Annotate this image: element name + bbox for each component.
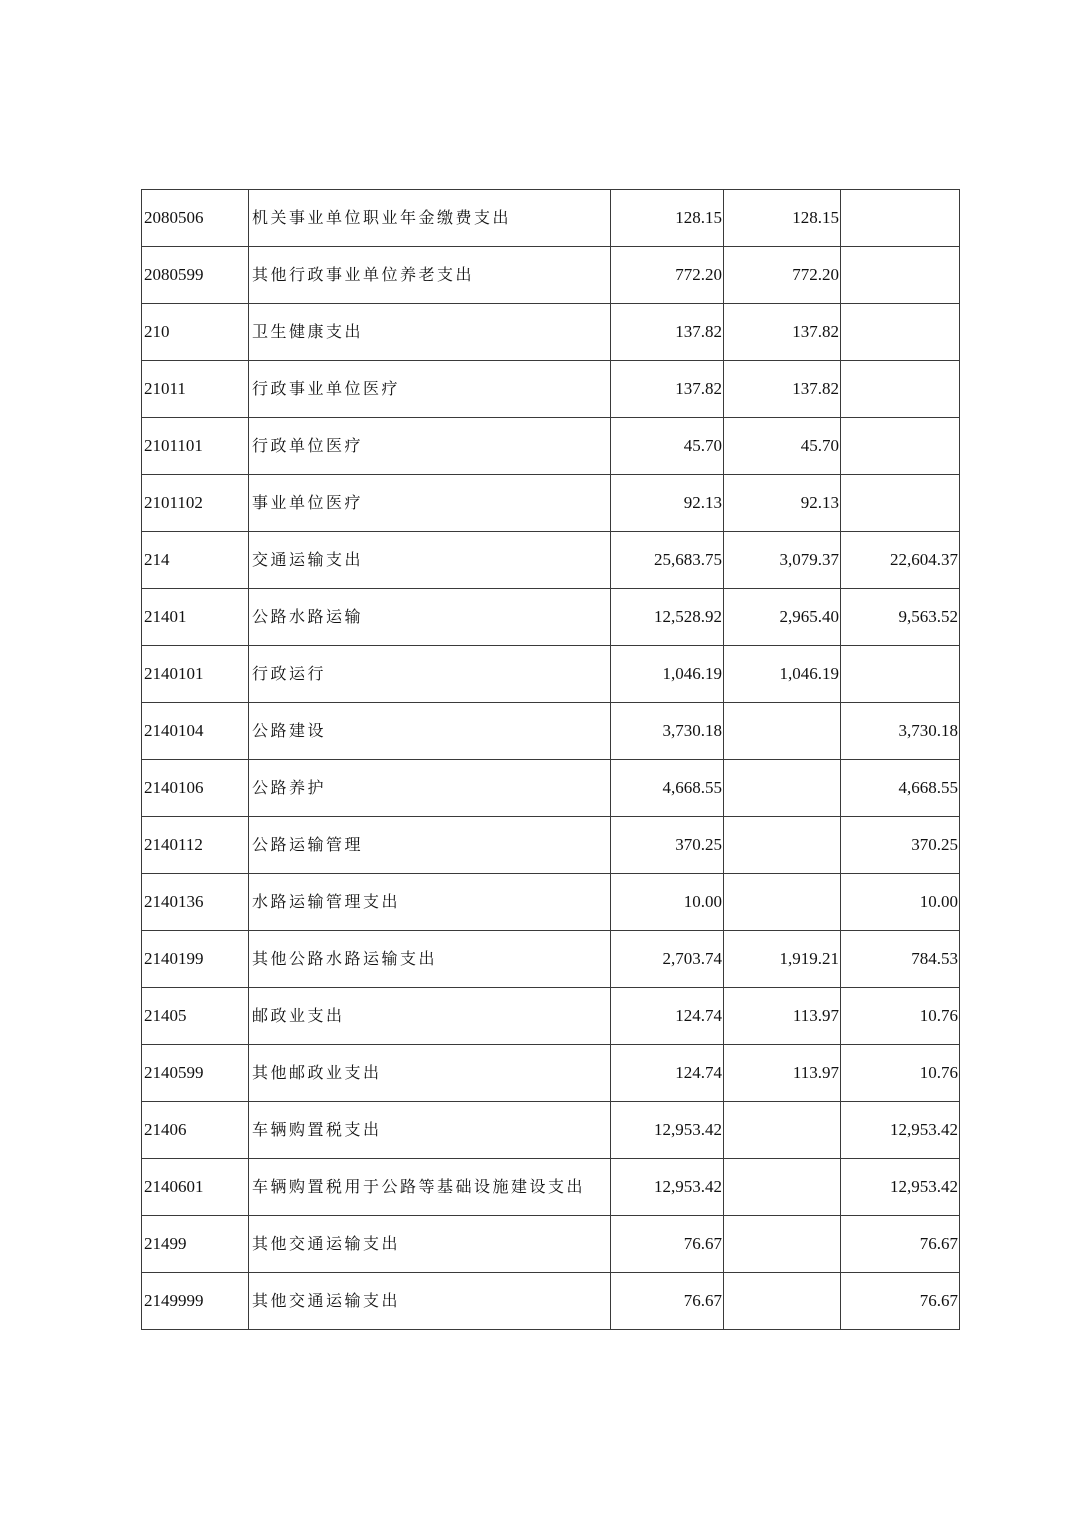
cell-project-amount: 12,953.42: [841, 1159, 960, 1216]
cell-subject-name: 行政运行: [249, 646, 611, 703]
cell-total-amount: 12,953.42: [611, 1159, 724, 1216]
cell-subject-code: 214: [142, 532, 249, 589]
cell-subject-code: 2149999: [142, 1273, 249, 1330]
table-row: [142, 646, 960, 703]
cell-subject-code: 2140112: [142, 817, 249, 874]
cell-basic-amount: 113.97: [724, 988, 841, 1045]
cell-total-amount: 370.25: [611, 817, 724, 874]
cell-basic-amount: [724, 1216, 841, 1273]
cell-total-amount: 25,683.75: [611, 532, 724, 589]
cell-basic-amount: 772.20: [724, 247, 841, 304]
table-row: [142, 1216, 960, 1273]
cell-subject-name: 卫生健康支出: [249, 304, 611, 361]
cell-subject-code: 21406: [142, 1102, 249, 1159]
cell-basic-amount: 137.82: [724, 361, 841, 418]
cell-subject-code: 2140601: [142, 1159, 249, 1216]
cell-total-amount: 76.67: [611, 1216, 724, 1273]
cell-project-amount: [841, 304, 960, 361]
table-row: [142, 931, 960, 988]
cell-subject-name: 交通运输支出: [249, 532, 611, 589]
cell-subject-code: 2101101: [142, 418, 249, 475]
table-row: [142, 361, 960, 418]
cell-basic-amount: 45.70: [724, 418, 841, 475]
table-row: [142, 1273, 960, 1330]
cell-total-amount: 4,668.55: [611, 760, 724, 817]
cell-project-amount: 12,953.42: [841, 1102, 960, 1159]
cell-total-amount: 137.82: [611, 361, 724, 418]
expenditure-table: [141, 189, 960, 1330]
cell-project-amount: 76.67: [841, 1273, 960, 1330]
cell-subject-code: 2140199: [142, 931, 249, 988]
cell-total-amount: 12,953.42: [611, 1102, 724, 1159]
table-row: [142, 532, 960, 589]
cell-subject-code: 2080506: [142, 190, 249, 247]
cell-basic-amount: 1,919.21: [724, 931, 841, 988]
cell-project-amount: 3,730.18: [841, 703, 960, 760]
cell-basic-amount: [724, 703, 841, 760]
cell-basic-amount: 1,046.19: [724, 646, 841, 703]
cell-subject-name: 公路水路运输: [249, 589, 611, 646]
table-row: [142, 817, 960, 874]
cell-basic-amount: 137.82: [724, 304, 841, 361]
cell-project-amount: [841, 361, 960, 418]
cell-subject-name: 其他交通运输支出: [249, 1273, 611, 1330]
table-row: [142, 304, 960, 361]
table-row: [142, 874, 960, 931]
cell-subject-name: 行政单位医疗: [249, 418, 611, 475]
cell-project-amount: 10.00: [841, 874, 960, 931]
cell-project-amount: [841, 190, 960, 247]
cell-basic-amount: [724, 817, 841, 874]
cell-project-amount: [841, 247, 960, 304]
cell-subject-code: 21405: [142, 988, 249, 1045]
cell-subject-name: 车辆购置税用于公路等基础设施建设支出: [249, 1159, 611, 1216]
cell-subject-name: 邮政业支出: [249, 988, 611, 1045]
table-row: [142, 703, 960, 760]
cell-project-amount: 10.76: [841, 988, 960, 1045]
cell-total-amount: 12,528.92: [611, 589, 724, 646]
cell-total-amount: 3,730.18: [611, 703, 724, 760]
cell-subject-name: 其他邮政业支出: [249, 1045, 611, 1102]
cell-project-amount: 4,668.55: [841, 760, 960, 817]
cell-basic-amount: 92.13: [724, 475, 841, 532]
table-row: [142, 418, 960, 475]
cell-subject-code: 2140599: [142, 1045, 249, 1102]
cell-project-amount: [841, 646, 960, 703]
cell-subject-code: 2140106: [142, 760, 249, 817]
cell-project-amount: [841, 418, 960, 475]
cell-subject-code: 21011: [142, 361, 249, 418]
cell-subject-name: 公路运输管理: [249, 817, 611, 874]
cell-subject-code: 2140136: [142, 874, 249, 931]
table-row: [142, 760, 960, 817]
cell-project-amount: 9,563.52: [841, 589, 960, 646]
cell-subject-name: 事业单位医疗: [249, 475, 611, 532]
expenditure-table-body: [142, 190, 960, 1330]
cell-subject-code: 2140104: [142, 703, 249, 760]
cell-subject-code: 2101102: [142, 475, 249, 532]
cell-project-amount: 22,604.37: [841, 532, 960, 589]
table-row: [142, 475, 960, 532]
cell-basic-amount: [724, 1102, 841, 1159]
cell-basic-amount: 3,079.37: [724, 532, 841, 589]
cell-subject-code: 2140101: [142, 646, 249, 703]
cell-basic-amount: 128.15: [724, 190, 841, 247]
cell-basic-amount: [724, 1159, 841, 1216]
table-row: [142, 1159, 960, 1216]
table-row: [142, 1102, 960, 1159]
cell-total-amount: 124.74: [611, 1045, 724, 1102]
cell-subject-name: 行政事业单位医疗: [249, 361, 611, 418]
cell-total-amount: 772.20: [611, 247, 724, 304]
table-row: [142, 589, 960, 646]
table-row: [142, 988, 960, 1045]
cell-subject-name: 公路养护: [249, 760, 611, 817]
cell-basic-amount: [724, 874, 841, 931]
cell-total-amount: 92.13: [611, 475, 724, 532]
cell-total-amount: 2,703.74: [611, 931, 724, 988]
cell-project-amount: 10.76: [841, 1045, 960, 1102]
cell-subject-name: 机关事业单位职业年金缴费支出: [249, 190, 611, 247]
cell-subject-name: 公路建设: [249, 703, 611, 760]
table-row: [142, 190, 960, 247]
cell-project-amount: 370.25: [841, 817, 960, 874]
cell-total-amount: 1,046.19: [611, 646, 724, 703]
cell-subject-name: 其他行政事业单位养老支出: [249, 247, 611, 304]
cell-project-amount: 784.53: [841, 931, 960, 988]
cell-basic-amount: 113.97: [724, 1045, 841, 1102]
cell-subject-name: 水路运输管理支出: [249, 874, 611, 931]
cell-total-amount: 128.15: [611, 190, 724, 247]
cell-total-amount: 10.00: [611, 874, 724, 931]
cell-basic-amount: [724, 760, 841, 817]
cell-subject-code: 2080599: [142, 247, 249, 304]
table-row: [142, 247, 960, 304]
cell-subject-name: 其他公路水路运输支出: [249, 931, 611, 988]
cell-subject-code: 21499: [142, 1216, 249, 1273]
cell-total-amount: 76.67: [611, 1273, 724, 1330]
cell-basic-amount: [724, 1273, 841, 1330]
cell-subject-name: 其他交通运输支出: [249, 1216, 611, 1273]
cell-subject-code: 210: [142, 304, 249, 361]
cell-basic-amount: 2,965.40: [724, 589, 841, 646]
cell-total-amount: 45.70: [611, 418, 724, 475]
cell-project-amount: [841, 475, 960, 532]
cell-project-amount: 76.67: [841, 1216, 960, 1273]
cell-total-amount: 137.82: [611, 304, 724, 361]
cell-total-amount: 124.74: [611, 988, 724, 1045]
cell-subject-name: 车辆购置税支出: [249, 1102, 611, 1159]
cell-subject-code: 21401: [142, 589, 249, 646]
table-row: [142, 1045, 960, 1102]
